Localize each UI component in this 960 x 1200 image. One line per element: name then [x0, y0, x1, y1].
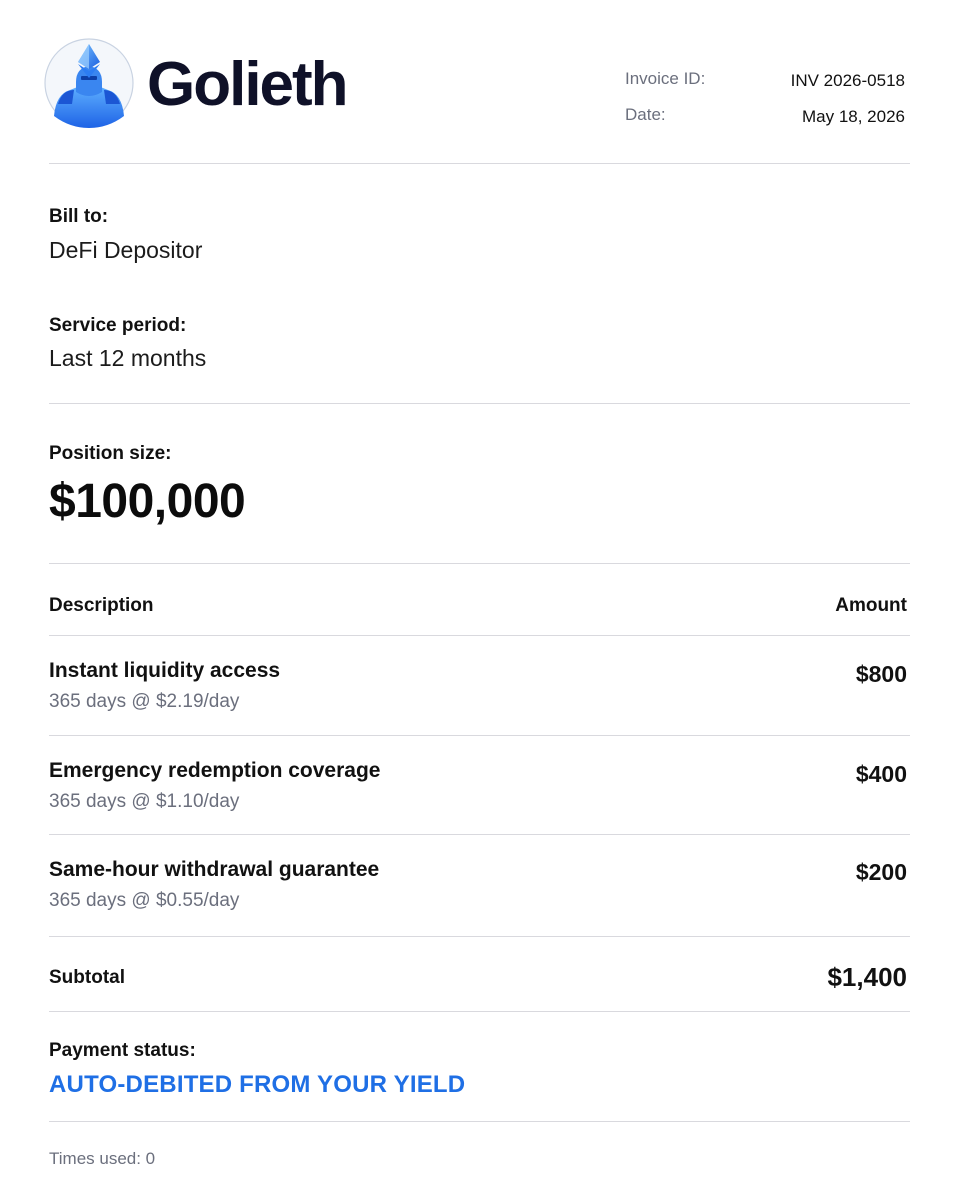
line-item-title: Same-hour withdrawal guarantee [49, 858, 380, 881]
amount-column-header: Amount [835, 595, 907, 616]
line-item-title: Emergency redemption coverage [49, 759, 381, 782]
divider [49, 1121, 910, 1122]
brand-name: Golieth [147, 50, 347, 119]
line-item-title: Instant liquidity access [49, 659, 281, 682]
line-item-detail: 365 days @ $1.10/day [49, 791, 240, 812]
invoice-id-row [625, 69, 905, 105]
divider [49, 635, 910, 636]
divider [49, 563, 910, 564]
line-item-amount: $800 [855, 661, 907, 687]
service-period-value: Last 12 months [49, 345, 207, 371]
line-item-detail: 365 days @ $0.55/day [49, 890, 240, 911]
date-value: May 18, 2026 [801, 107, 905, 126]
invoice-page [49, 0, 910, 1200]
divider [49, 403, 910, 404]
invoice-id-value: INV 2026-0518 [790, 71, 905, 90]
divider [49, 834, 910, 835]
invoice-meta [625, 69, 905, 141]
line-item-detail: 365 days @ $2.19/day [49, 691, 240, 712]
times-used-note: Times used: 0 [49, 1149, 156, 1168]
service-period-label: Service period: [49, 315, 187, 336]
bill-to-label: Bill to: [49, 206, 109, 227]
line-item-amount: $400 [855, 761, 907, 787]
invoice-id-label: Invoice ID: [625, 69, 706, 88]
position-size-label: Position size: [49, 443, 172, 464]
date-label: Date: [625, 105, 666, 124]
payment-status-value: AUTO-DEBITED FROM YOUR YIELD [49, 1071, 466, 1098]
bill-to-value: DeFi Depositor [49, 237, 203, 263]
subtotal-value: $1,400 [827, 962, 907, 992]
description-column-header: Description [49, 595, 154, 616]
invoice-header [44, 38, 910, 130]
divider [49, 735, 910, 736]
line-item-amount: $200 [855, 859, 907, 885]
payment-status-label: Payment status: [49, 1040, 196, 1061]
divider [49, 1011, 910, 1012]
ethereum-knight-icon [44, 38, 134, 128]
subtotal-label: Subtotal [49, 967, 125, 988]
position-size-value: $100,000 [49, 475, 246, 528]
divider [49, 163, 910, 164]
divider [49, 936, 910, 937]
date-row [625, 105, 905, 141]
